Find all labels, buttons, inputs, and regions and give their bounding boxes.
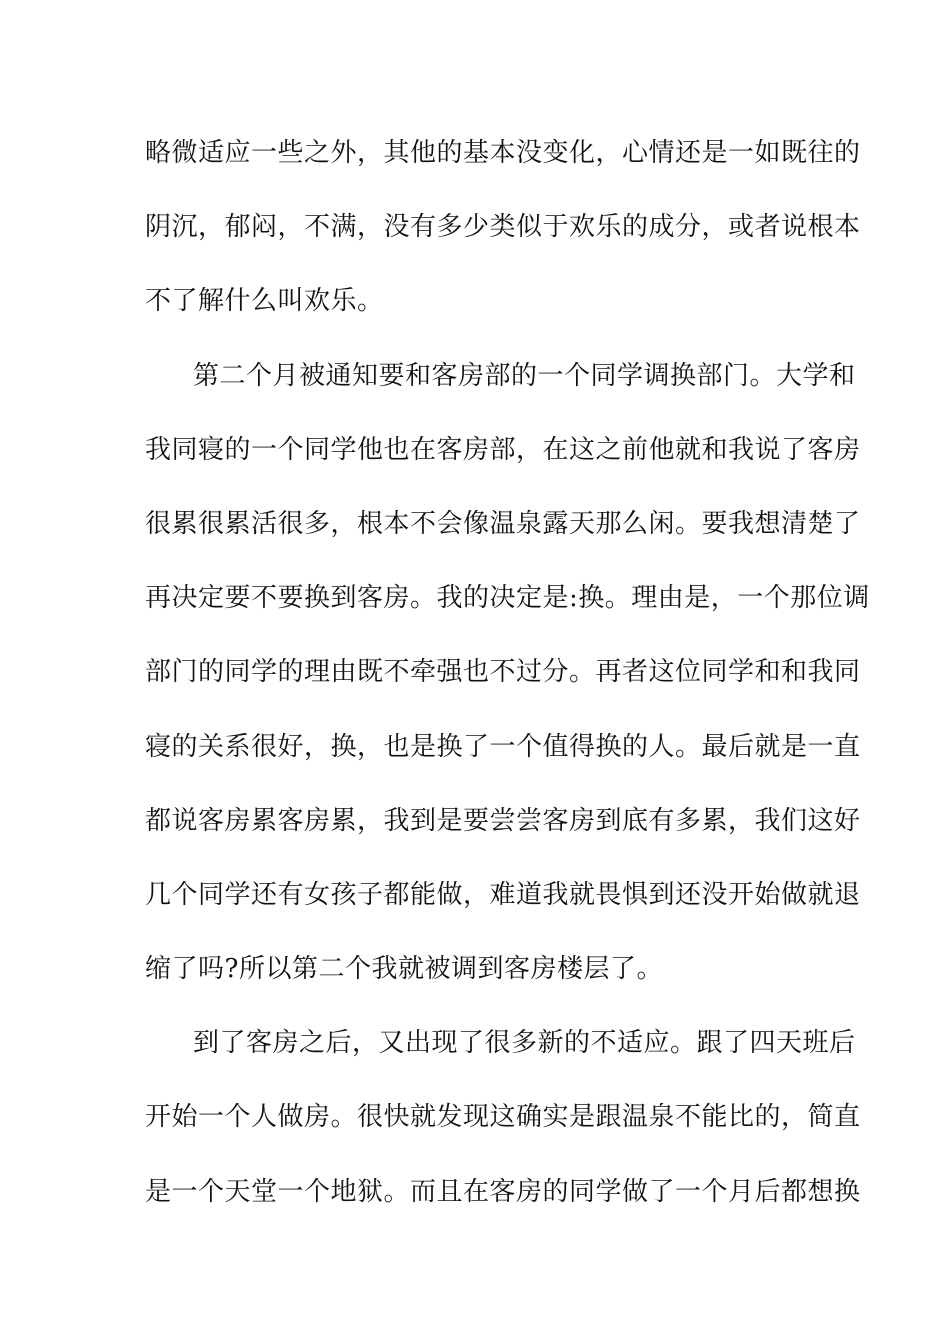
text-line: 几个同学还有女孩子都能做，难道我就畏惧到还没开始做就退 [145,879,861,910]
text-line: 阴沉，郁闷，不满，没有多少类似于欢乐的成分，或者说根本 [145,212,861,243]
paragraph-first-line: 到了客房之后，又出现了很多新的不适应。跟了四天班后 [193,1028,856,1059]
text-line: 都说客房累客房累，我到是要尝尝客房到底有多累，我们这好 [145,805,861,836]
text-line: 很累很累活很多，根本不会像温泉露天那么闲。要我想清楚了 [145,508,861,539]
text-line: 不了解什么叫欢乐。 [145,286,384,317]
document-body [145,128,870,1241]
text-line: 寝的关系很好，换，也是换了一个值得换的人。最后就是一直 [145,731,861,762]
text-line: 开始一个人做房。很快就发现这确实是跟温泉不能比的，简直 [145,1102,861,1133]
text-line: 部门的同学的理由既不牵强也不过分。再者这位同学和和我同 [145,657,861,688]
paragraph-first-line: 第二个月被通知要和客房部的一个同学调换部门。大学和 [193,360,856,391]
text-line: 是一个天堂一个地狱。而且在客房的同学做了一个月后都想换 [145,1176,861,1207]
text-line: 再决定要不要换到客房。我的决定是:换。理由是，一个那位调 [145,583,870,614]
text-line: 缩了吗?所以第二个我就被调到客房楼层了。 [145,954,663,985]
text-line: 我同寝的一个同学他也在客房部，在这之前他就和我说了客房 [145,434,861,465]
text-line: 略微适应一些之外，其他的基本没变化，心情还是一如既往的 [145,138,861,168]
